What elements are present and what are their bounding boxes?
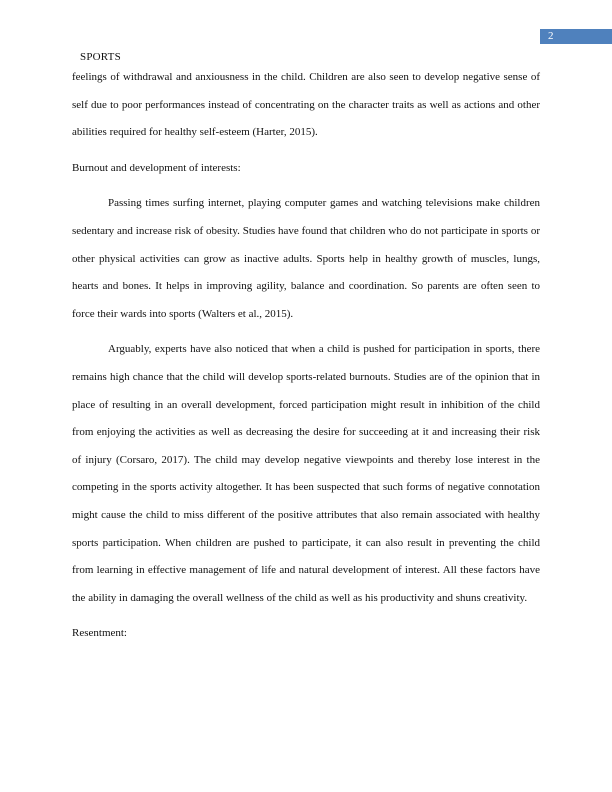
running-head: SPORTS: [80, 51, 121, 63]
page-number-tab: [540, 29, 612, 44]
paragraph-burnouts: Arguably, experts have also noticed that when a child is pushed for participation in sports, there remains high chance that the child will develop sports-related burnouts. Studies are of the opinion that in place of resulting in an overall development, forced participation might result in inhibition of the child from enjoying the activities as well as decreasing the desire for succeeding at it and increasing their risk of injury (Corsaro, 2017). The child may develop negative viewpoints and thereby lose interest in the competing in the sports activity altogether. It has been suspected that such forms of negative connotation might cause the child to miss different of the positive attributes that also remain associated with healthy sports participation. When children are pushed to participate, it can also result in preventing the child from learning in effective management of life and natural development of interest. All these factors have the ability in damaging the overall wellness of the child as well as his productivity and shuns creativity.: [72, 343, 540, 604]
section-heading-burnout: Burnout and development of interests:: [72, 161, 241, 174]
paragraph-continuation: feelings of withdrawal and anxiousness in the child. Children are also seen to develop negative sense of self due to poor performances instead of concentrating on the character traits as well as actions and other abilities required for healthy self-esteem (Harter, 2015).: [72, 71, 540, 139]
section-heading-resentment: Resentment:: [72, 627, 127, 640]
paragraph-sedentary: Passing times surfing internet, playing computer games and watching televisions make children sedentary and increase risk of obesity. Studies have found that children who do not participate in sports or other physical activities can grow as inactive adults. Sports help in healthy growth of muscles, lungs, hearts and bones. It helps in improving agility, balance and coordination. So parents are often seen to force their wards into sports (Walters et al., 2015).: [72, 197, 540, 320]
document-body: [72, 64, 540, 648]
page-number: 2: [548, 30, 554, 42]
